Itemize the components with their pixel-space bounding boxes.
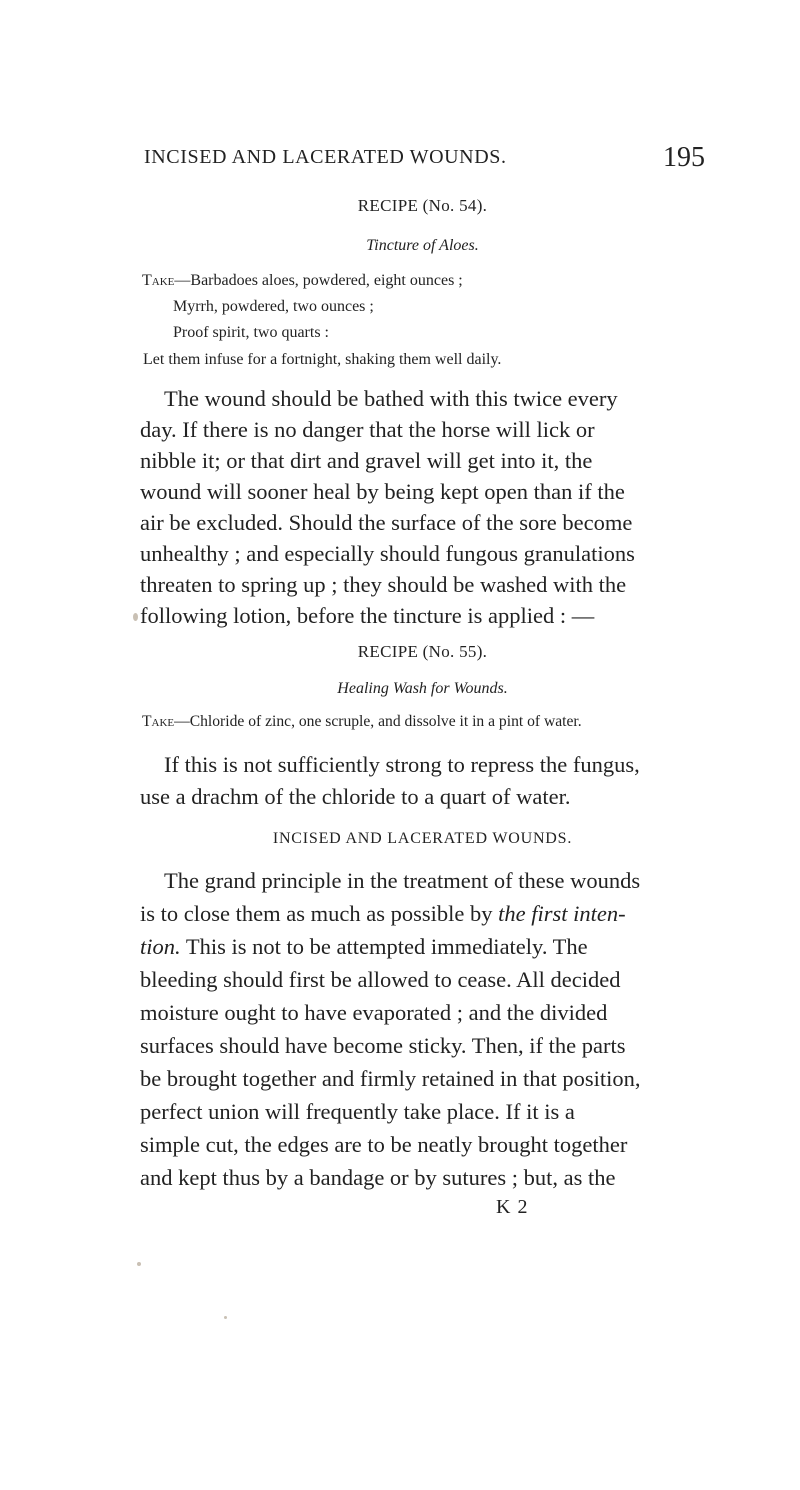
- ingredient-text: —Barbadoes aloes, powdered, eight ounces ;: [174, 272, 463, 289]
- italic-phrase: tion.: [140, 934, 181, 959]
- page-number: 195: [663, 142, 705, 173]
- signature-mark: K 2: [496, 1196, 529, 1218]
- paragraph-line: If this is not sufficiently strong to repress the fungus,: [164, 752, 640, 777]
- recipe-54-ingredient-line: Myrrh, powdered, two ounces ;: [173, 298, 374, 315]
- paper-blemish: [224, 1316, 227, 1319]
- recipe-54-heading: RECIPE (No. 54).: [357, 196, 488, 215]
- recipe-54-ingredient-line: Proof spirit, two quarts :: [173, 324, 329, 341]
- paragraph-line: perfect union will frequently take place. If it is a: [140, 1099, 575, 1124]
- paragraph-line: The wound should be bathed with this twice every: [164, 386, 618, 411]
- recipe-54-instruction: Let them infuse for a fortnight, shaking them well daily.: [143, 351, 502, 368]
- paragraph-line: following lotion, before the tincture is applied : —: [140, 603, 595, 628]
- recipe-54-ingredient-line: [142, 272, 463, 290]
- running-title: INCISED AND LACERATED WOUNDS.: [144, 146, 507, 168]
- running-head: [140, 142, 705, 172]
- paragraph-line: [140, 901, 626, 927]
- paragraph-line: The grand principle in the treatment of these wounds: [164, 868, 641, 893]
- paper-blemish: [133, 613, 138, 621]
- take-word: Take: [142, 272, 175, 289]
- book-page: [140, 0, 705, 1490]
- section-heading: INCISED AND LACERATED WOUNDS.: [272, 830, 573, 847]
- paragraph-line: moisture ought to have evaporated ; and the divided: [140, 1000, 608, 1025]
- recipe-55-heading: RECIPE (No. 55).: [357, 642, 488, 661]
- text-run: This is not to be attempted immediately. The: [180, 934, 588, 959]
- paragraph-line: wound will sooner heal by being kept open than if the: [140, 479, 625, 504]
- recipe-55-subtitle: Healing Wash for Wounds.: [337, 680, 508, 697]
- recipe-55-ingredient-line: [142, 713, 582, 731]
- paragraph-line: air be excluded. Should the surface of the sore become: [140, 510, 633, 535]
- paragraph-line: bleeding should first be allowed to cease. All decided: [140, 967, 621, 992]
- paragraph-line: use a drachm of the chloride to a quart of water.: [140, 784, 571, 809]
- italic-phrase: the first inten-: [498, 901, 626, 926]
- paragraph-line: and kept thus by a bandage or by sutures ; but, as the: [140, 1165, 616, 1190]
- paper-blemish: [137, 1262, 141, 1266]
- paragraph-line: simple cut, the edges are to be neatly brought together: [140, 1132, 628, 1157]
- paragraph-line: surfaces should have become sticky. Then, if the parts: [140, 1033, 626, 1058]
- paragraph-line: day. If there is no danger that the horse will lick or: [140, 417, 595, 442]
- paragraph-line: unhealthy ; and especially should fungous granulations: [140, 541, 635, 566]
- paragraph-line: nibble it; or that dirt and gravel will get into it, the: [140, 448, 593, 473]
- recipe-54-subtitle: Tincture of Aloes.: [366, 237, 479, 254]
- take-word: Take: [142, 713, 175, 730]
- ingredient-text: —Chloride of zinc, one scruple, and dissolve it in a pint of water.: [174, 713, 582, 730]
- paragraph-line: be brought together and firmly retained in that position,: [140, 1066, 641, 1091]
- paragraph-line: threaten to spring up ; they should be washed with the: [140, 572, 627, 597]
- paragraph-line: [140, 934, 588, 960]
- text-run: is to close them as much as possible by: [140, 901, 499, 926]
